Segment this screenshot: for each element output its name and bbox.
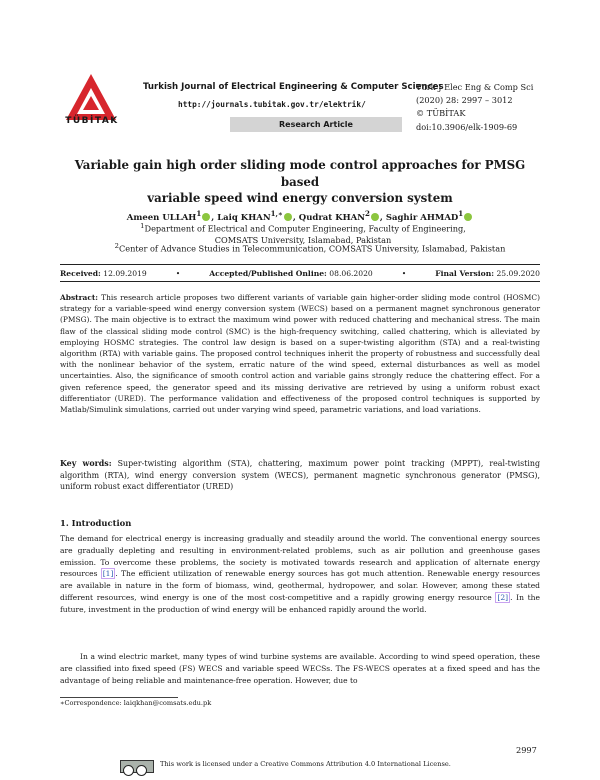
affiliation-sup: 1 [140, 222, 145, 230]
abstract-label: Abstract: [60, 293, 99, 302]
author-sup: 2 [364, 209, 370, 218]
author-name: Qudrat KHAN [298, 212, 365, 223]
license-text[interactable]: This work is licensed under a Creative Commons Attribution 4.0 International License. [160, 760, 451, 768]
paragraph-text: . The efficient utilization of renewable energy sources has got much attention. Renewable energy resources are available in nature in the form of biomass, wind, geothermal, hydropower, and solar. However, among these stated different resources, wind energy is one of the most cost-competitive and a rapidly growing energy resource [60, 569, 540, 602]
journal-url-link[interactable]: http://journals.tubitak.gov.tr/elektrik/ [178, 100, 366, 109]
final-value: 25.09.2020 [496, 268, 540, 278]
affiliation-text: Department of Electrical and Computer Engineering, Faculty of Engineering, COMSATS University, Islamabad, Pakistan [144, 223, 466, 246]
publisher-wordmark: TÜBİTAK [65, 116, 119, 126]
received-value: 12.09.2019 [103, 268, 147, 278]
citation-link[interactable]: [1] [102, 569, 114, 579]
date-separator: • [401, 268, 407, 278]
author-name: Laiq KHAN [217, 212, 271, 223]
title-line: Variable gain high order sliding mode control approaches for PMSG based [74, 158, 526, 189]
footnote-divider [60, 697, 178, 698]
correspondence-footnote: ∗Correspondence: laiqkhan@comsats.edu.pk [60, 699, 212, 707]
journal-name: Turkish Journal of Electrical Engineering & Computer Sciences [143, 82, 444, 92]
accepted-date [209, 269, 373, 278]
dates-bar [60, 264, 540, 282]
affiliation-text: Center of Advance Studies in Telecommunication, COMSATS University, Islamabad, Pakistan [118, 243, 506, 254]
final-label: Final Version: [435, 268, 495, 278]
affiliation-2 [110, 242, 510, 254]
author-name: Saghir AHMAD [385, 212, 459, 223]
intro-paragraph: In a wind electric market, many types of wind turbine systems are available. According to wind speed operation, these are classified into fixed speed (FS) WECS and variable speed WECSs. The FS-WECS operates at a fixed speed and has the advantage of being reliable and maintenance-free operation. However, due to [60, 652, 540, 685]
accepted-value: 08.06.2020 [329, 268, 373, 278]
paper-title [60, 157, 540, 207]
citation-block [416, 81, 533, 134]
received-date [60, 269, 147, 278]
author-name: Ameen ULLAH [126, 212, 197, 223]
abstract [60, 292, 540, 415]
paragraph-text: . In the future, investment in the production of wind energy will be enhanced rapidly around the world. [60, 592, 540, 614]
citation-journal-abbrev: Turk J Elec Eng & Comp Sci [416, 82, 534, 92]
author-sup: 1,∗ [270, 209, 283, 218]
accepted-label: Accepted/Published Online: [209, 268, 327, 278]
section-heading: 1. Introduction [60, 518, 132, 528]
citation-doi[interactable]: doi:10.3906/elk-1909-69 [416, 121, 518, 132]
date-separator: • [175, 268, 181, 278]
final-version-date [435, 269, 540, 278]
paragraph-text: The demand for electrical energy is increasing gradually and steadily around the world. The conventional energy sources are gradually depleting and resulting in environment-related problems, such as air pollution and greenhouse gases emission. To overcome these problems, the society is motivated towards research and application of alternate energy resources [60, 534, 540, 579]
keywords [60, 458, 540, 493]
article-type-badge: Research Article [230, 117, 402, 132]
orcid-icon[interactable] [371, 213, 379, 221]
received-label: Received: [60, 268, 101, 278]
orcid-icon[interactable] [464, 213, 472, 221]
keywords-label: Key words: [60, 459, 112, 468]
page-number: 2997 [516, 745, 537, 755]
affiliation-sup: 2 [114, 242, 119, 250]
abstract-text: This research article proposes two different variants of variable gain higher-order sliding mode control (HOSMC) strategy for a variable-speed wind energy conversion system (WECS) based on a permanent magnet synchronous generator (PMSG). The main objective is to extract the maximum wind power with reduced chattering and mechanical stress. The main flaw of the classical sliding mode control (SMC) is the high-frequency switching, called chattering, which is alleviated by employing HOSMC strategies. The control law design is based on a super-twisting algorithm (STA) and a real-twisting algorithm (RTA) with variable gains. The proposed control techniques inherit the property of robustness and successfully deal with the nonlinear behavior of the system, erratic nature of the wind speed, external disturbances as well as model uncertainties. Also, the significance of smooth control action and variable gains strongly reduce the chattering effect. For a given reference speed, the generator speed and its missing derivative are retrieved by using a uniform robust exact differentiator (URED). The performance validation and effectiveness of the proposed control techniques is supported by Matlab/Simulink simulations, carried out under varying wind speed, parametric variations, and load variations. [60, 293, 540, 415]
creative-commons-badge-icon[interactable] [120, 760, 154, 773]
citation-link[interactable]: [2] [497, 592, 509, 602]
orcid-icon[interactable] [202, 213, 210, 221]
keywords-text: Super-twisting algorithm (STA), chattering, maximum power point tracking (MPPT), real-twisting algorithm (RTA), wind energy conversion system (WECS), permanent magnetic synchronous generator (PMSG), uniform robust exact differentiator (URED) [60, 459, 541, 491]
intro-paragraph [60, 533, 540, 616]
citation-volume-pages: (2020) 28: 2997 – 3012 [416, 95, 513, 106]
author-sup: 1 [458, 209, 464, 218]
citation-copyright: © TÜBİTAK [416, 108, 466, 119]
orcid-icon[interactable] [284, 213, 292, 221]
author-sup: 1 [196, 209, 202, 218]
author-list: Ameen ULLAH$^1$ , Laiq $KHAN^{1,∗}$ , Qudrat KHAN$^2$ , Saghir AHMAD$^1$ [60, 209, 540, 223]
title-line: variable speed wind energy conversion system [147, 191, 453, 205]
